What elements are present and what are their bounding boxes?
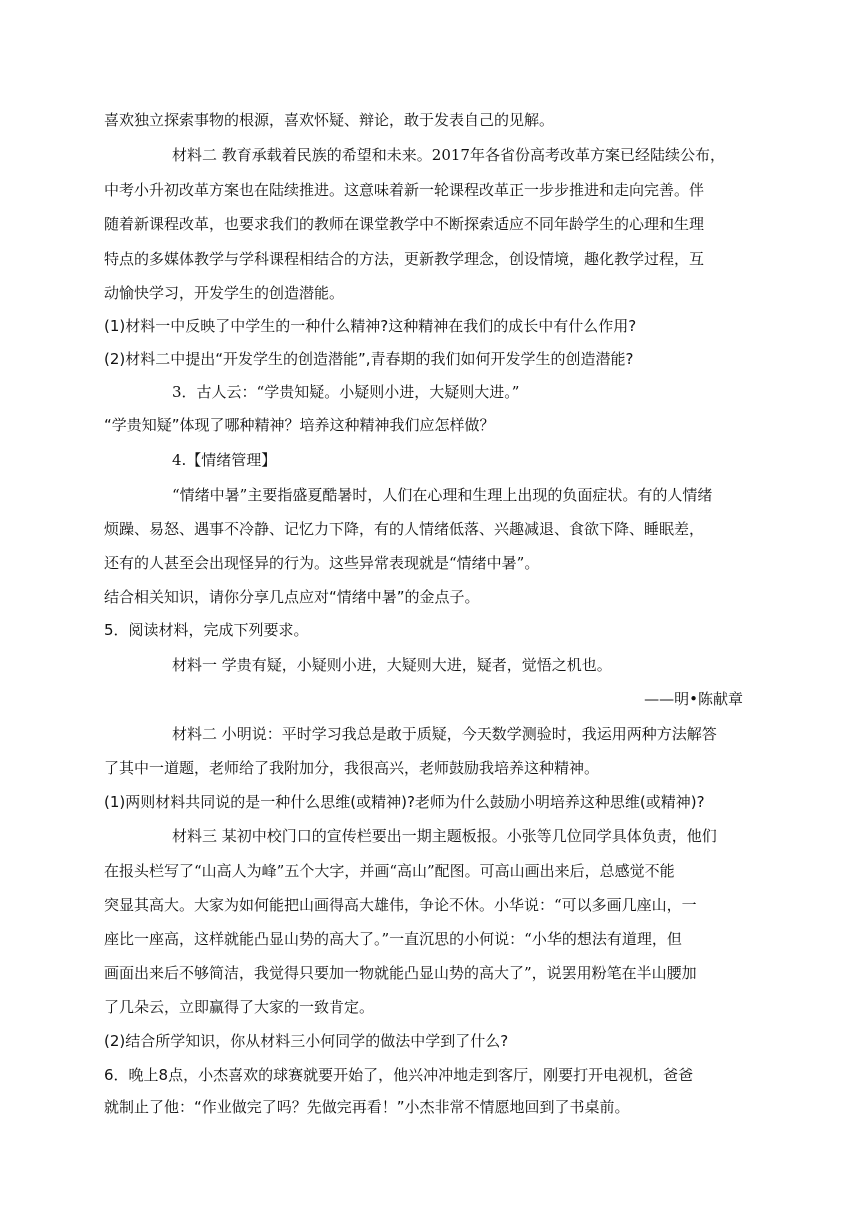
quote-attribution: ——明•陈献章: [644, 690, 743, 708]
material-two-heading-line: 材料二 教育承载着民族的希望和未来。2017年各省份高考改革方案已经陆续公布，: [172, 146, 725, 164]
text-line: 随着新课程改革，也要求我们的教师在课堂教学中不断探索适应不同年龄学生的心理和生理: [104, 215, 705, 233]
question-3-prompt: “学贵知疑”体现了哪种精神？培养这种精神我们应怎样做？: [104, 416, 495, 434]
text-line: 突显其高大。大家为如何能把山画得高大雄伟，争论不休。小华说：“可以多画几座山，一: [104, 896, 697, 914]
text-line: 了几朵云，立即赢得了大家的一致肯定。: [104, 998, 375, 1016]
question-4-heading: 4.【情绪管理】: [172, 451, 277, 469]
text-line: 烦躁、易怒、遇事不冷静、记忆力下降，有的人情绪低落、兴趣减退、食欲下降、睡眠差，: [104, 520, 705, 538]
question-4-prompt: 结合相关知识，请你分享几点应对“情绪中暑”的金点子。: [104, 588, 480, 606]
text-line: 中考小升初改革方案也在陆续推进。这意味着新一轮课程改革正一步步推进和走向完善。伴: [104, 181, 705, 199]
text-line: 座比一座高，这样就能凸显山势的高大了。”一直沉思的小何说：“小华的想法有道理，但: [104, 930, 682, 948]
text-line: 在报头栏写了“山高人为峰”五个大字，并画“高山”配图。可高山画出来后，总感觉不能: [104, 862, 675, 880]
text-line: 喜欢独立探索事物的根源，喜欢怀疑、辩论，敢于发表自己的见解。: [104, 111, 555, 129]
material-one-line: 材料一 学贵有疑，小疑则小进，大疑则大进，疑者，觉悟之机也。: [172, 656, 612, 674]
question-5-2: (2)结合所学知识，你从材料三小何同学的做法中学到了什么?: [104, 1032, 509, 1050]
question-6-line: 6．晚上8点，小杰喜欢的球赛就要开始了，他兴冲冲地走到客厅，刚要打开电视机，爸爸: [104, 1066, 694, 1084]
text-line: 特点的多媒体教学与学科课程相结合的方法，更新教学理念，创设情境，趣化教学过程，互: [104, 250, 705, 268]
material-two-line: 材料二 小明说：平时学习我总是敢于质疑，今天数学测验时，我运用两种方法解答: [172, 725, 717, 743]
text-line: 动愉快学习，开发学生的创造潜能。: [104, 284, 345, 302]
text-line: 画面出来后不够简洁，我觉得只要加一物就能凸显山势的高大了”，说罢用粉笔在半山腰加: [104, 964, 697, 982]
text-line: 了其中一道题，老师给了我附加分，我很高兴，老师鼓励我培养这种精神。: [104, 759, 600, 777]
text-line: “情绪中暑”主要指盛夏酷暑时，人们在心理和生理上出现的负面症状。有的人情绪: [172, 486, 713, 504]
question-5-heading: 5．阅读材料，完成下列要求。: [104, 621, 309, 639]
question-2: (2)材料二中提出“开发学生的创造潜能”,青春期的我们如何开发学生的创造潜能?: [104, 350, 634, 368]
question-6-line: 就制止了他：“作业做完了吗？先做完再看！”小杰非常不情愿地回到了书桌前。: [104, 1098, 630, 1116]
question-5-1: (1)两则材料共同说的是一种什么思维(或精神)?老师为什么鼓励小明培养这种思维(或精神)?: [104, 793, 705, 811]
text-line: 还有的人甚至会出现怪异的行为。这些异常表现就是“情绪中暑”。: [104, 554, 540, 572]
question-1: (1)材料一中反映了中学生的一种什么精神?这种精神在我们的成长中有什么作用?: [104, 317, 637, 335]
question-3-heading: 3．古人云：“学贵知疑。小疑则小进，大疑则大进。”: [172, 383, 520, 401]
material-three-line: 材料三 某初中校门口的宣传栏要出一期主题板报。小张等几位同学具体负责，他们: [172, 827, 717, 845]
